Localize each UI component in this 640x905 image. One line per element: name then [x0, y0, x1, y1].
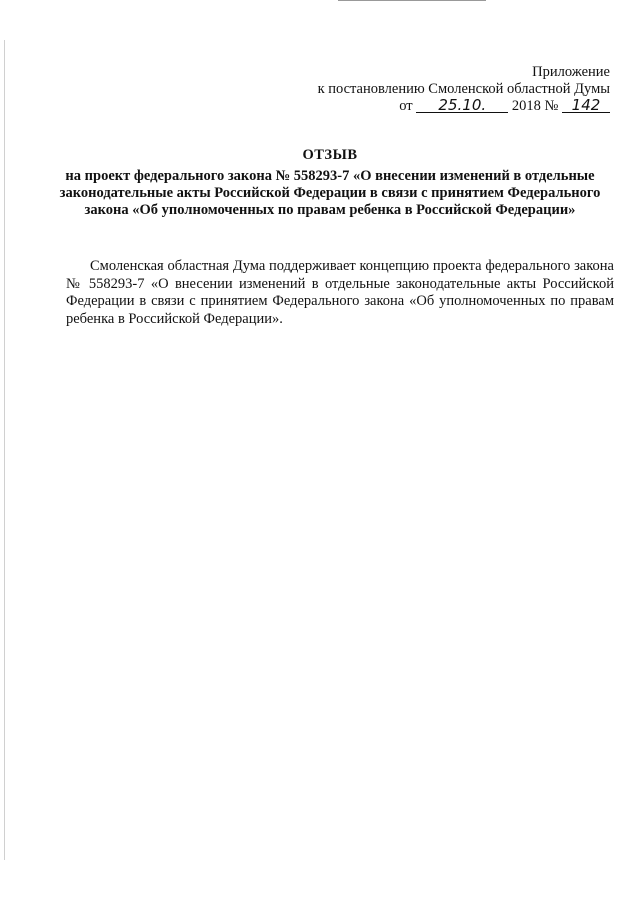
year-label: 2018	[511, 98, 541, 114]
review-subtitle: на проект федерального закона № 558293-7 «О внесении изменений в отдельные законодательные акты Российской Федерации в связи с принятием Федерального закона «Об уполномоченных по правам ребенка в Российской Федерации»	[59, 168, 601, 218]
body-paragraph: Смоленская областная Дума поддерживает концепцию проекта федерального закона № 558293-7 «О внесении изменений в отдельные законодательные акты Российской Федерации в связи с принятием Федерального закона «Об уполномоченных по правам ребенка в Российской Федерации».	[66, 258, 614, 327]
review-body	[66, 258, 614, 328]
appendix-block	[318, 64, 610, 115]
handwritten-date: 25.10.	[416, 98, 508, 113]
appendix-reference: к постановлению Смоленской областной Думы	[317, 81, 610, 97]
appendix-date-line	[318, 98, 610, 115]
handwritten-number: 142	[562, 98, 610, 113]
scan-top-mark	[338, 0, 486, 1]
number-sign: №	[544, 98, 559, 114]
review-heading: ОТЗЫВ	[302, 147, 358, 163]
date-prefix: от	[399, 98, 413, 114]
review-title-block	[50, 147, 610, 219]
appendix-title: Приложение	[532, 64, 610, 80]
scan-edge-line	[4, 40, 5, 860]
